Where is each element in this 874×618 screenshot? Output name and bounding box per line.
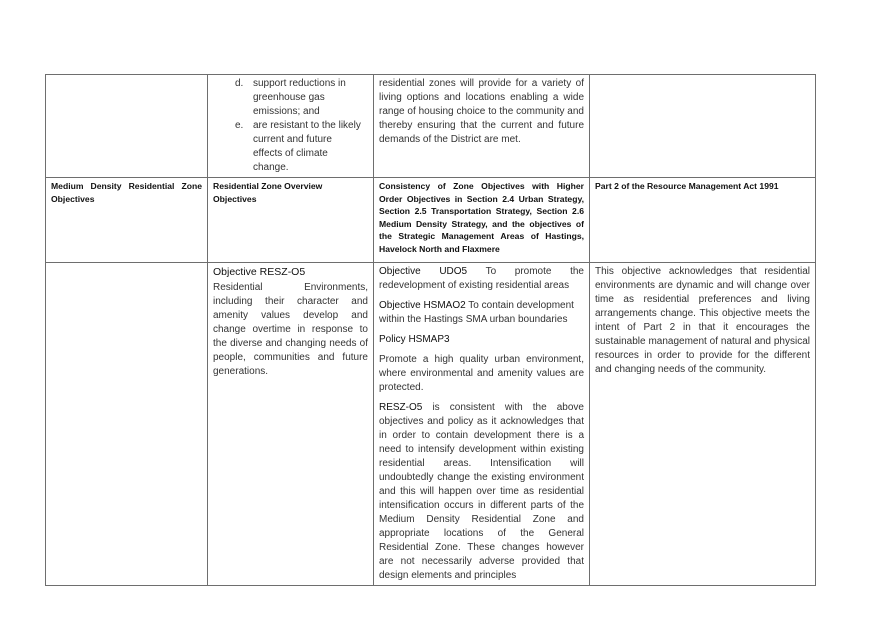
list-marker: d. [235, 78, 244, 89]
udo5-paragraph [379, 265, 584, 293]
continuation-row [46, 75, 816, 178]
list-line: are resistant to the likely [253, 120, 361, 131]
list-line: support reductions in [253, 78, 346, 89]
resz-paragraph [379, 401, 584, 583]
header-col1-text: Medium Density Residential Zone Objectives [51, 181, 202, 204]
header-row [46, 178, 816, 263]
list-item-d [235, 77, 368, 119]
continuation-col3-cell [374, 75, 590, 178]
objective-col2-cell [208, 263, 374, 586]
continuation-col1-cell [46, 75, 208, 178]
list-line: current and future [253, 134, 332, 145]
header-col2 [208, 178, 374, 263]
list-line: greenhouse gas [253, 92, 325, 103]
resz-text: is consistent with the above objectives and policy as it acknowledges that in order to contain development there is a need to intensify development within existing residential areas. Intensification will undoubtedly change the existing environment and this will happen over time as residential intensification occurs in different parts of the Medium Density Residential Zone and appropriate locations of the General Residential Zone. These changes however are not necessarily adverse provided that design elements and principles [379, 402, 584, 581]
resz-label: RESZ-O5 [379, 402, 423, 413]
list-line: effects of climate [253, 148, 328, 159]
policy-label: Policy HSMAP3 [379, 334, 450, 345]
list-marker: e. [235, 120, 244, 131]
objectives-table [45, 74, 816, 586]
hsmao2-label: Objective HSMAO2 [379, 300, 466, 311]
policy-text: Promote a high quality urban environment, where environmental and amenity values are protected. [379, 354, 584, 393]
list-line: change. [253, 162, 289, 173]
udo5-label: Objective UDO5 [379, 266, 468, 277]
objective-heading: Objective RESZ-O5 [213, 266, 306, 278]
continuation-col2-cell [208, 75, 374, 178]
list-line: emissions; and [253, 106, 320, 117]
objective-col3-cell [374, 263, 590, 586]
list-item-e [235, 119, 368, 175]
sub-list [213, 77, 368, 175]
header-col3 [374, 178, 590, 263]
udo5-text: To promote the redevelopment of existing residential areas [379, 266, 584, 291]
hsmao2-paragraph [379, 299, 584, 327]
continuation-col4-cell [590, 75, 816, 178]
part2-paragraph: This objective acknowledges that residential environments are dynamic and will change over time as residential preferences and living arrangements change. This objective meets the intent of Part 2 in that it encourages the sustainable management of natural and physical resources in order to provide for the different and changing needs of the community. [595, 266, 810, 375]
objective-text: Residential Environments, including their character and amenity values develop and change overtime in response to the diverse and changing needs of people, communities and future generations. [213, 282, 368, 377]
header-col3-text: Consistency of Zone Objectives with Higher Order Objectives in Section 2.4 Urban Strategy, Section 2.5 Transportation Strategy, Section 2.6 Medium Density Strategy, and the objectives of the Strategic Management Areas of Hastings, Havelock North and Flaxmere [379, 181, 584, 254]
hsmao2-text: To contain development within the Hastings SMA urban boundaries [379, 300, 574, 325]
header-col4 [590, 178, 816, 263]
objective-col4-cell [590, 263, 816, 586]
header-col1 [46, 178, 208, 263]
continuation-paragraph: residential zones will provide for a variety of living options and locations enabling a wide range of housing choice to the community and thereby ensuring that the current and future demands of the District are met. [379, 78, 584, 145]
objective-col1-cell [46, 263, 208, 586]
header-col2-text: Residential Zone Overview Objectives [213, 181, 323, 204]
header-col4-text: Part 2 of the Resource Management Act 1991 [595, 181, 779, 191]
objective-row [46, 263, 816, 586]
